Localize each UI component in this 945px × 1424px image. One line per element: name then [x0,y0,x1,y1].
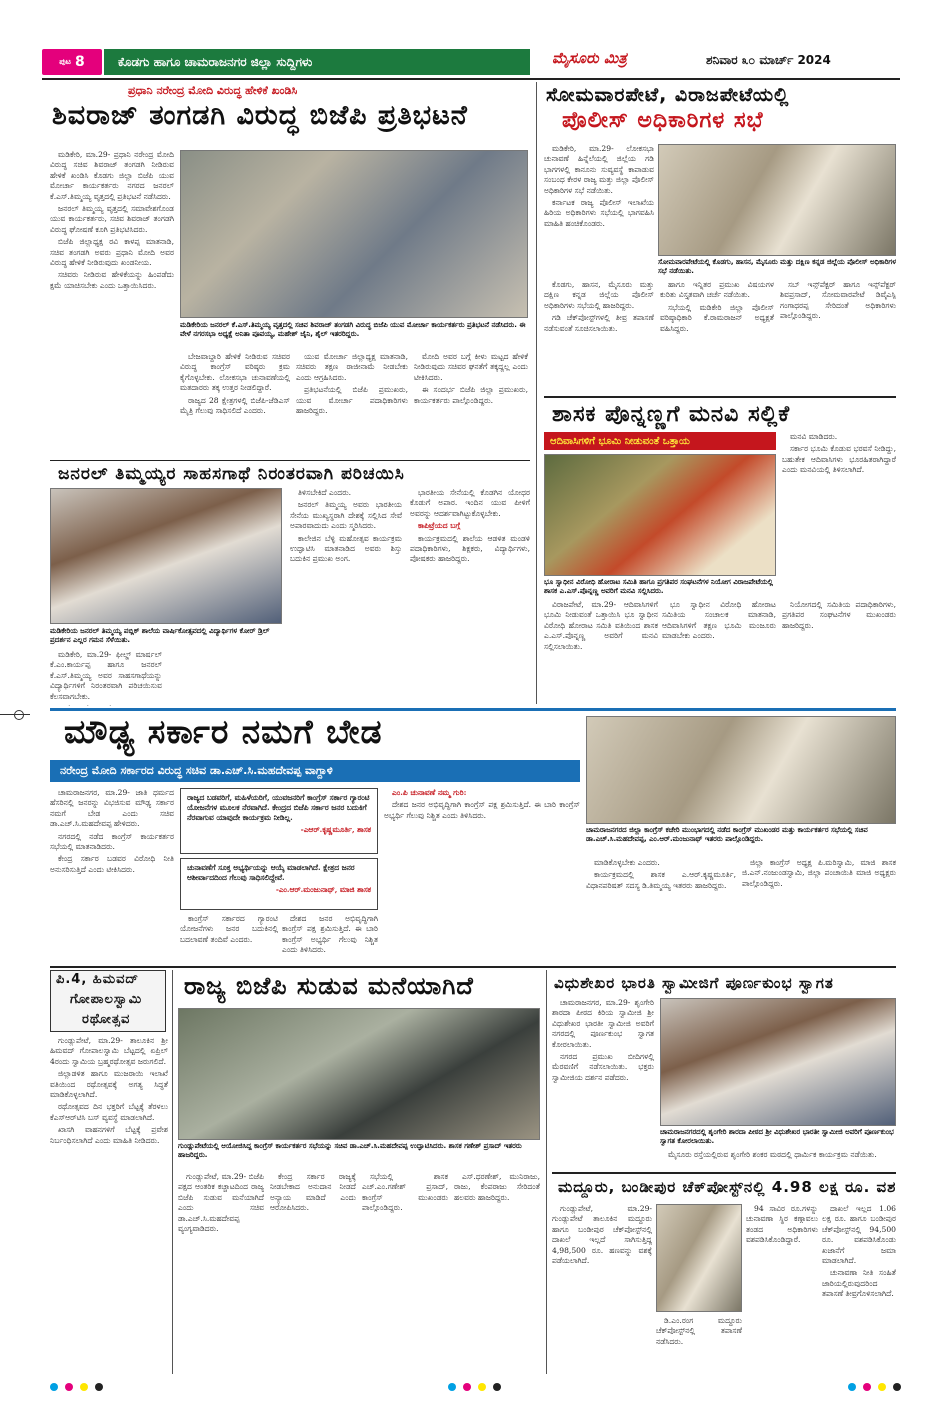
yellow-dot [478,1383,486,1391]
story5-quote-2: ಚುನಾವಣೆಗೆ ಸೂಕ್ತ ಅಭ್ಯರ್ಥಿಯನ್ನು ಆಯ್ಕೆ ಮಾಡಲಾಗಿದೆ. ಕ್ಷೇತ್ರದ ಜನರ ಆಶೀರ್ವಾದದಿಂದ ಗೆಲುವು ಸಾಧಿಸಲಿದ್ದೇವೆ. [187,863,355,882]
story7-col2 [270,1172,356,1372]
story2-col2-p2: ಗಡಿ ಚೆಕ್‌ಪೋಸ್ಟ್‌ಗಳಲ್ಲಿ ತೀವ್ರ ತಪಾಸಣೆ ನಡೆಸುವಂತೆ ಸೂಚಿಸಲಾಯಿತು. [544,313,654,333]
story5-col3b-p1: ದೇಶದ ಜನರ ಅಭಿವೃದ್ಧಿಗಾಗಿ ಕಾಂಗ್ರೆಸ್ ಪಕ್ಷ ಶ್ರಮಿಸುತ್ತಿದೆ. ಈ ಬಾರಿ ಕಾಂಗ್ರೆಸ್ ಅಭ್ಯರ್ಥಿ ಗೆಲುವು ನಿಶ್ಚಿತ ಎಂದು ತಿಳಿಸಿದರು. [384,800,580,820]
story6-col1-p3: ರಥೋತ್ಸವದ ದಿನ ಭಕ್ತರಿಗೆ ಬೆಟ್ಟಕ್ಕೆ ತೆರಳಲು ಕೆಎಸ್‌ಆರ್‌ಟಿಸಿ ಬಸ್ ವ್ಯವಸ್ಥೆ ಮಾಡಲಾಗಿದೆ. [50,1102,168,1122]
story5-col5-p1: ಜಿಲ್ಲಾ ಕಾಂಗ್ರೆಸ್ ಅಧ್ಯಕ್ಷ ಪಿ.ಮರಿಸ್ವಾಮಿ, ಮಾಜಿ ಶಾಸಕ ಜಿ.ಎನ್.ನಂಜುಂಡಸ್ವಾಮಿ, ಜಿಲ್ಲಾ ಪಂಚಾಯಿತಿ ಮಾಜಿ ಅಧ್ಯಕ್ಷರು ಪಾಲ್ಗೊಂಡಿದ್ದರು. [742,858,896,888]
date-line: ಶನಿವಾರ ೩೦ ಮಾರ್ಚ್ 2024 [706,53,831,67]
story3-photo-caption: ಮಡಿಕೇರಿಯ ಜನರಲ್ ತಿಮ್ಮಯ್ಯ ಪಬ್ಲಿಕ್ ಶಾಲೆಯ ವಾರ್ಷಿಕೋತ್ಸವದಲ್ಲಿ ವಿದ್ಯಾರ್ಥಿಗಳ ಕೋರ್ ಡ್ರಿಲ್ ಪ್ರದರ್ಶನ ಎಲ್ಲರ ಗಮನ ಸೆಳೆಯಿತು. [50,627,270,644]
story6-headline-line2: ಗೋಪಾಲಸ್ವಾಮಿ [70,992,143,1007]
story3-col1 [50,650,162,706]
story5-photo-meeting [586,716,896,824]
registration-mark-left [14,710,24,720]
story1-col3-p2: ಪ್ರತಿಭಟನೆಯಲ್ಲಿ ಬಿಜೆಪಿ ಪ್ರಮುಖರು, ಯುವ ಮೋರ್ಚಾ ಪದಾಧಿಕಾರಿಗಳು ಹಾಜರಿದ್ದರು. [296,385,408,416]
story4-col3-p1: ನಿಯೋಗದಲ್ಲಿ ಸಮಿತಿಯ ಪದಾಧಿಕಾರಿಗಳು, ಪ್ರಗತಿಪರ ಸಂಘಟನೆಗಳ ಮುಖಂಡರು ಹಾಜರಿದ್ದರು. [782,600,896,630]
story9-photo-cash [656,1204,742,1312]
story4-side-text [782,432,896,592]
story1-col4-p2: ಈ ಸಂದರ್ಭ ಬಿಜೆಪಿ ಜಿಲ್ಲಾ ಪ್ರಮುಖರು, ಕಾರ್ಯಕರ್ತರು ಪಾಲ್ಗೊಂಡಿದ್ದರು. [414,385,528,405]
story3-photo-drill [50,488,282,624]
story9-rule [552,1172,896,1174]
story6-col1-p4: ಖಾಸಗಿ ವಾಹನಗಳಿಗೆ ಬೆಟ್ಟಕ್ಕೆ ಪ್ರವೇಶ ನಿರ್ಬಂಧಿಸಲಾಗಿದೆ ಎಂದು ಮಾಹಿತಿ ನೀಡಿದರು. [50,1125,168,1145]
story5-headline: ಮೌಢ್ಯ ಸರ್ಕಾರ ನಮಗೆ ಬೇಡ [64,712,383,751]
story5-col2 [180,914,278,960]
story2-photo-meeting [658,144,896,256]
story4-col1 [544,600,658,704]
page-label: ಪುಟ [59,57,71,66]
story7-col4-p1: ಎಸ್.ಧರಣೇಶ್, ಮುನಿರಾಜು, ರಾಜು, ಕೆಂಪರಾಜು ಸೇರಿದಂತೆ ಹಲವರು ಹಾಜರಿದ್ದರು. [454,1172,540,1202]
column-divider-bottom-left [172,970,173,1374]
story5-quote-1-signature: -ಎಆರ್.ಕೃಷ್ಣಮೂರ್ತಿ, ಶಾಸಕ [300,825,371,834]
story2-col3 [660,280,774,390]
story9-col1 [552,1204,652,1372]
story6-rule [50,966,896,968]
story2-col3-p1: ಹಾಗೂ ಇನ್ನಿತರ ಪ್ರಮುಖ ವಿಷಯಗಳ ಕುರಿತು ವಿಸ್ತೃತವಾಗಿ ಚರ್ಚೆ ನಡೆಯಿತು. [660,280,774,300]
story9-col2-p2: ಡಿ.ಎಂ.ರಂಗ ಮದ್ದೂರು ಚೆಕ್‌ಪೋಸ್ಟ್‌ನಲ್ಲಿ ತಪಾಸಣೆ ನಡೆಸಿದರು. [656,1316,742,1346]
story9-col1-p1: ಗುಂಡ್ಲುಪೇಟೆ, ಮಾ.29- ಗುಂಡ್ಲುಪೇಟೆ ತಾಲೂಕಿನ ಮದ್ದೂರು ಹಾಗೂ ಬಂಡೀಪುರ ಚೆಕ್‌ಪೋಸ್ಟ್‌ನಲ್ಲಿ ದಾಖಲೆ ಇಲ್ಲದೆ ಸಾಗಿಸುತ್ತಿದ್ದ 4,98,500 ರೂ. ಹಣವನ್ನು ವಶಕ್ಕೆ ಪಡೆಯಲಾಗಿದೆ. [552,1204,652,1266]
story4-side-p1: ಮನವಿ ಮಾಡಿದರು. [790,432,838,441]
story3-col2-p2: ಜನರಲ್ ತಿಮ್ಮಯ್ಯ ಅವರು ಭಾರತೀಯ ಸೇನೆಯ ಮುಖ್ಯಸ್ಥರಾಗಿ ದೇಶಕ್ಕೆ ಸಲ್ಲಿಸಿದ ಸೇವೆ ಅಪಾರವಾದುದು ಎಂದು ಸ್ಮರಿಸಿದರು. [290,500,402,531]
story5-col4 [586,858,736,960]
story3-rule [50,460,530,461]
story6-col1-p1: ಗುಂಡ್ಲುಪೇಟೆ, ಮಾ.29- ತಾಲೂಕಿನ ಶ್ರೀ ಹಿಮವದ್ ಗೋಪಾಲಸ್ವಾಮಿ ಬೆಟ್ಟದಲ್ಲಿ ಏಪ್ರಿಲ್ 4ರಂದು ಸ್ವಾಮಿಯ ಬ್ರಹ್ಮರಥೋತ್ಸವ ಜರುಗಲಿದೆ. [50,1036,168,1066]
story9-col2 [656,1316,742,1372]
story4-subhead: ಆದಿವಾಸಿಗಳಿಗೆ ಭೂಮಿ ನೀಡುವಂತೆ ಒತ್ತಾಯ [544,432,776,450]
story1-col1-p4: ಸಚಿವರು ನೀಡಿರುವ ಹೇಳಿಕೆಯನ್ನು ಹಿಂಪಡೆದು ಕ್ಷಮೆ ಯಾಚಿಸಬೇಕು ಎಂದು ಒತ್ತಾಯಿಸಿದರು. [50,270,174,290]
story9-col2a [746,1204,818,1372]
story7-col3-p1: ಸಭೆಯಲ್ಲಿ ಶಾಸಕ ಎಚ್.ಎಂ.ಗಣೇಶ್ ಪ್ರಸಾದ್, ಕಾಂಗ್ರೆಸ್ ಮುಖಂಡರು ಪಾಲ್ಗೊಂಡಿದ್ದರು. [362,1172,448,1213]
story7-col3 [362,1172,448,1372]
footer-color-marks-left [50,1376,105,1395]
masthead: ಮೈಸೂರು ಮಿತ್ರ [552,49,627,67]
story8-headline: ವಿಧುಶೇಖರ ಭಾರತಿ ಸ್ವಾಮೀಜಿಗೆ ಪೂರ್ಣಕುಂಭ ಸ್ವಾಗತ [554,974,834,992]
story7-col1 [178,1172,264,1372]
story9-headline: ಮದ್ದೂರು, ಬಂಡೀಪುರ ಚೆಕ್‌ಪೋಸ್ಟ್‌ನಲ್ಲಿ 4.98 ಲಕ್ಷ ರೂ. ವಶ [558,1178,897,1196]
column-divider-top [536,82,537,704]
story5-col1-p3: ಕೇಂದ್ರ ಸರ್ಕಾರ ಬಡವರ ವಿರೋಧಿ ನೀತಿ ಅನುಸರಿಸುತ್ತಿದೆ ಎಂದು ಟೀಕಿಸಿದರು. [50,854,174,874]
story2-col1-p2: ಕರ್ನಾಟಕ ರಾಜ್ಯ ಪೊಲೀಸ್ ಇಲಾಖೆಯ ಹಿರಿಯ ಅಧಿಕಾರಿಗಳು ಸಭೆಯಲ್ಲಿ ಭಾಗವಹಿಸಿ ಮಾಹಿತಿ ಹಂಚಿಕೊಂಡರು. [544,198,654,228]
story1-headline: ಶಿವರಾಜ್ ತಂಗಡಗಿ ವಿರುದ್ಧ ಬಿಜೆಪಿ ಪ್ರತಿಭಟನೆ [52,100,468,131]
story1-col2-p1: ಬೇಜವಾಬ್ದಾರಿ ಹೇಳಿಕೆ ನೀಡಿರುವ ಸಚಿವರ ವಿರುದ್ಧ ಕಾಂಗ್ರೆಸ್ ವರಿಷ್ಠರು ಕ್ರಮ ಕೈಗೊಳ್ಳಬೇಕು. ಲೋಕಸಭಾ ಚುನಾವಣೆಯಲ್ಲಿ ಮತದಾರರು ತಕ್ಕ ಉತ್ತರ ನೀಡಲಿದ್ದಾರೆ. [180,352,290,393]
page-number: 8 [75,54,85,70]
story5-col1-p2: ನಗರದಲ್ಲಿ ನಡೆದ ಕಾಂಗ್ರೆಸ್ ಕಾರ್ಯಕರ್ತರ ಸಭೆಯಲ್ಲಿ ಮಾತನಾಡಿದರು. [50,831,174,852]
story4-photo-caption: ಭೂ ಸ್ವಾಧೀನ ವಿರೋಧಿ ಹೋರಾಟ ಸಮಿತಿ ಹಾಗೂ ಪ್ರಗತಿಪರ ಸಂಘಟನೆಗಳ ನಿಯೋಗ ವಿರಾಜಪೇಟೆಯಲ್ಲಿ ಶಾಸಕ ಎ.ಎಸ್.ಪೊನ್ನಣ್ಣ ಅವರಿಗೆ ಮನವಿ ಸಲ್ಲಿಸಿದರು. [544,578,773,595]
story4-col1-p1: ವಿರಾಜಪೇಟೆ, ಮಾ.29- ಆದಿವಾಸಿಗಳಿಗೆ ಭೂಮಿ ನೀಡುವಂತೆ ಒತ್ತಾಯಿಸಿ ಭೂ ಸ್ವಾಧೀನ ವಿರೋಧಿ ಹೋರಾಟ ಸಮಿತಿ ವತಿಯಿಂದ ಶಾಸಕ ಎ.ಎಸ್.ಪೊನ್ನಣ್ಣ ಅವರಿಗೆ ಮನವಿ ಸಲ್ಲಿಸಲಾಯಿತು. [544,600,658,651]
story3-col1-p2 [50,704,162,706]
story7-col4 [454,1172,540,1372]
story5-quote-box-1 [180,788,378,854]
story2-col1 [544,144,654,274]
story1-col1-p3: ಬಿಜೆಪಿ ಜಿಲ್ಲಾಧ್ಯಕ್ಷ ರವಿ ಕಾಳಪ್ಪ ಮಾತನಾಡಿ, ಸಚಿವ ತಂಗಡಗಿ ಅವರು ಪ್ರಧಾನಿ ಮೋದಿ ಅವರ ವಿರುದ್ಧ ಹೇಳಿಕೆ ನೀಡಿರುವುದು ಖಂಡನೀಯ. [50,237,174,268]
black-dot [493,1383,501,1391]
story1-photo-protest [180,150,528,318]
story1-col3 [296,352,408,456]
story1-col1-p2: ಜನರಲ್ ತಿಮ್ಮಯ್ಯ ವೃತ್ತದಲ್ಲಿ ಸಮಾವೇಶಗೊಂಡ ಯುವ ಕಾರ್ಯಕರ್ತರು, ಸಚಿವ ಶಿವರಾಜ್ ತಂಗಡಗಿ ವಿರುದ್ಧ ಘೋಷಣೆ ಕೂಗಿ ಪ್ರತಿಭಟಿಸಿದರು. [50,204,174,234]
story5-quote-2-signature: -ಎಂ.ಆರ್.ಮಂಜುನಾಥ್, ಮಾಜಿ ಶಾಸಕ [275,885,371,894]
cyan-dot [848,1383,856,1391]
story4-rule [544,396,896,398]
story8-col2-p1: ಮೈಸೂರು ರಸ್ತೆಯಲ್ಲಿರುವ ಶೃಂಗೇರಿ ಶಂಕರ ಮಠದಲ್ಲಿ ಧಾರ್ಮಿಕ ಕಾರ್ಯಕ್ರಮ ನಡೆಯಿತು. [668,1150,877,1159]
story5-col4-p2: ಕಾರ್ಯಕ್ರಮದಲ್ಲಿ ಶಾಸಕ ಎ.ಆರ್.ಕೃಷ್ಣಮೂರ್ತಿ, ವಿಧಾನಪರಿಷತ್ ಸದಸ್ಯ ಡಿ.ತಿಮ್ಮಯ್ಯ ಇತರರು ಹಾಜರಿದ್ದರು. [586,870,736,890]
story3-col3-p1: ಭಾರತೀಯ ಸೇನೆಯಲ್ಲಿ ಕೊಡಗಿನ ಯೋಧರ ಕೊಡುಗೆ ಅಪಾರ. ಇಂದಿನ ಯುವ ಪೀಳಿಗೆ ಅವರನ್ನು ಆದರ್ಶವಾಗಿಟ್ಟುಕೊಳ್ಳಬೇಕು. [410,488,530,518]
story4-side-p2: ಸರ್ಕಾರ ಭೂಮಿ ಕೊಡುವ ಭರವಸೆ ನೀಡಿದ್ದು, ಬಹುತೇಕ ಆದಿವಾಸಿಗಳು ಭೂರಹಿತರಾಗಿದ್ದಾರೆ ಎಂದು ಮನವಿಯಲ್ಲಿ ತಿಳಿಸಲಾಗಿದೆ. [782,444,896,475]
story5-rule [50,708,896,711]
story2-col2-p1: ಕೊಡಗು, ಹಾಸನ, ಮೈಸೂರು ಮತ್ತು ದಕ್ಷಿಣ ಕನ್ನಡ ಜಿಲ್ಲೆಯ ಪೊಲೀಸ್ ಅಧಿಕಾರಿಗಳು ಸಭೆಯಲ್ಲಿ ಹಾಜರಿದ್ದರು. [544,280,654,310]
story2-col1-p1: ಮಡಿಕೇರಿ, ಮಾ.29- ಲೋಕಸಭಾ ಚುನಾವಣೆ ಹಿನ್ನೆಲೆಯಲ್ಲಿ ಜಿಲ್ಲೆಯ ಗಡಿ ಭಾಗಗಳಲ್ಲಿ ಕಾನೂನು ಸುವ್ಯವಸ್ಥೆ ಕಾಪಾಡುವ ಸಂಬಂಧ ಕೇರಳ ರಾಜ್ಯ ಮತ್ತು ಜಿಲ್ಲಾ ಪೊಲೀಸ್ ಅಧಿಕಾರಿಗಳ ಸಭೆ ನಡೆಯಿತು. [544,144,654,195]
story4-col3 [782,600,896,704]
story2-col2 [544,280,654,390]
story2-col4 [780,280,896,390]
story1-col4-p1: ಮೋದಿ ಅವರ ಬಗ್ಗೆ ಕೀಳು ಮಟ್ಟದ ಹೇಳಿಕೆ ನೀಡಿರುವುದು ಸಚಿವರ ಘನತೆಗೆ ತಕ್ಕದ್ದಲ್ಲ ಎಂದು ಟೀಕಿಸಿದರು. [414,352,528,382]
black-dot [893,1383,901,1391]
story1-photo-caption: ಮಡಿಕೇರಿಯ ಜನರಲ್ ಕೆ.ಎಸ್.ತಿಮ್ಮಯ್ಯ ವೃತ್ತದಲ್ಲಿ ಸಚಿವ ಶಿವರಾಜ್ ತಂಗಡಗಿ ವಿರುದ್ಧ ಬಿಜೆಪಿ ಯುವ ಮೋರ್ಚಾ ಕಾರ್ಯಕರ್ತರು ಪ್ರತಿಭಟನೆ ನಡೆಸಿದರು. ಈ ವೇಳೆ ನಗರಸಭಾ ಅಧ್ಯಕ್ಷೆ ಅನಿತಾ ಪೂವಯ್ಯ, ಮಹೇಶ್ ಜೈನಿ, ಶೈಲ್ ಇತರರಿದ್ದರು. [180,321,526,338]
story1-col4 [414,352,528,456]
story3-col3 [410,488,530,706]
story7-col1-p1: ಗುಂಡ್ಲುಪೇಟೆ, ಮಾ.29- ಬಿಜೆಪಿ ಪಕ್ಷದ ಆಂತರಿಕ ಕಚ್ಚಾಟದಿಂದ ರಾಜ್ಯ ಬಿಜೆಪಿ ಸುಡುವ ಮನೆಯಾಗಿದೆ ಎಂದು ಸಚಿವ ಡಾ.ಎಚ್.ಸಿ.ಮಹದೇವಪ್ಪ ವ್ಯಂಗ್ಯವಾಡಿದರು. [178,1172,264,1234]
magenta-dot [65,1383,73,1391]
column-divider-bottom-right [546,970,547,1374]
story5-col1-p1: ಚಾಮರಾಜನಗರ, ಮಾ.29- ಜಾತಿ ಧರ್ಮದ ಹೆಸರಿನಲ್ಲಿ ಜನರನ್ನು ವಿಭಜಿಸುವ ಮೌಢ್ಯ ಸರ್ಕಾರ ನಮಗೆ ಬೇಡ ಎಂದು ಸಚಿವ ಡಾ.ಎಚ್.ಸಿ.ಮಹದೇವಪ್ಪ ಹೇಳಿದರು. [50,788,174,829]
story5-quote-box-2 [180,858,378,910]
yellow-dot [878,1383,886,1391]
story5-col3 [282,914,378,960]
story5-inline-subhead: ಎಂ.ಪಿ ಚುನಾವಣೆ ನಮ್ಮ ಗುರಿ: [392,788,467,797]
story2-photo-caption: ಸೋಮವಾರಪೇಟೆಯಲ್ಲಿ ಕೊಡಗು, ಹಾಸನ, ಮೈಸೂರು ಮತ್ತು ದಕ್ಷಿಣ ಕನ್ನಡ ಜಿಲ್ಲೆಯ ಪೊಲೀಸ್ ಅಧಿಕಾರಿಗಳ ಸಭೆ ನಡೆಯಿತು. [658,258,896,275]
story5-col3-p1: ದೇಶದ ಜನರ ಅಭಿವೃದ್ಧಿಗಾಗಿ ಕಾಂಗ್ರೆಸ್ ಪಕ್ಷ ಶ್ರಮಿಸುತ್ತಿದೆ. ಈ ಬಾರಿ ಕಾಂಗ್ರೆಸ್ ಅಭ್ಯರ್ಥಿ ಗೆಲುವು ನಿಶ್ಚಿತ ಎಂದು ತಿಳಿಸಿದರು. [282,914,378,955]
story5-col2-p1: ಕಾಂಗ್ರೆಸ್ ಸರ್ಕಾರದ ಗ್ಯಾರಂಟಿ ಯೋಜನೆಗಳು ಜನರ ಬದುಕಿನಲ್ಲಿ ಬದಲಾವಣೆ ತಂದಿವೆ ಎಂದರು. [180,914,278,944]
story8-col1-p2: ನಗರದ ಪ್ರಮುಖ ಬೀದಿಗಳಲ್ಲಿ ಮೆರವಣಿಗೆ ನಡೆಸಲಾಯಿತು. ಭಕ್ತರು ಸ್ವಾಮೀಜಿಯ ದರ್ಶನ ಪಡೆದರು. [552,1052,654,1082]
story1-col1-p1: ಮಡಿಕೇರಿ, ಮಾ.29- ಪ್ರಧಾನಿ ನರೇಂದ್ರ ಮೋದಿ ವಿರುದ್ಧ ಸಚಿವ ಶಿವರಾಜ್ ತಂಗಡಗಿ ನೀಡಿರುವ ಹೇಳಿಕೆ ಖಂಡಿಸಿ ಕೊಡಗು ಜಿಲ್ಲಾ ಬಿಜೆಪಿ ಯುವ ಮೋರ್ಚಾ ಕಾರ್ಯಕರ್ತರು ನಗರದ ಜನರಲ್ ಕೆ.ಎಸ್.ತಿಮ್ಮಯ್ಯ ವೃತ್ತದಲ್ಲಿ ಪ್ರತಿಭಟನೆ ನಡೆಸಿದರು. [50,150,174,201]
story7-headline: ರಾಜ್ಯ ಬಿಜೆಪಿ ಸುಡುವ ಮನೆಯಾಗಿದೆ [184,972,474,1000]
section-title: ಕೊಡಗು ಹಾಗೂ ಚಾಮರಾಜನಗರ ಜಿಲ್ಲಾ ಸುದ್ದಿಗಳು [104,49,530,75]
cyan-dot [448,1383,456,1391]
story2-headline-line1: ಸೋಮವಾರಪೇಟೆ, ವಿರಾಜಪೇಟೆಯಲ್ಲಿ [546,84,790,106]
story3-headline: ಜನರಲ್ ತಿಮ್ಮಯ್ಯರ ಸಾಹಸಗಾಥೆ ನಿರಂತರವಾಗಿ ಪರಿಚಯಿಸಿ [58,464,405,484]
story4-col2 [662,600,776,704]
story3-inline-subhead: ಕಾಪಿಟ್ರೆಯದ ಬಗ್ಗೆ [418,521,461,531]
story7-photo-meeting [178,1008,540,1140]
header-rule [42,78,900,80]
story5-quote-1: ರಾಜ್ಯದ ಬಡವರಿಗೆ, ಮಹಿಳೆಯರಿಗೆ, ಯುವಜನರಿಗೆ ಕಾಂಗ್ರೆಸ್ ಸರ್ಕಾರ ಗ್ಯಾರಂಟಿ ಯೋಜನೆಗಳ ಮೂಲಕ ನೆರವಾಗಿದೆ. ಕೇಂದ್ರದ ಬಿಜೆಪಿ ಸರ್ಕಾರ ಜನರ ಬದುಕಿಗೆ ನೆರವಾಗುವ ಯಾವುದೇ ಕಾರ್ಯಕ್ರಮ ನೀಡಿಲ್ಲ. [187,793,370,822]
story3-col1-p1: ಮಡಿಕೇರಿ, ಮಾ.29- ಫೀಲ್ಡ್ ಮಾರ್ಷಲ್ ಕೆ.ಎಂ.ಕಾರ್ಯಪ್ಪ ಹಾಗೂ ಜನರಲ್ ಕೆ.ಎಸ್.ತಿಮ್ಮಯ್ಯ ಅವರ ಸಾಹಸಗಾಥೆಯನ್ನು ವಿದ್ಯಾರ್ಥಿಗಳಿಗೆ ನಿರಂತರವಾಗಿ ಪರಿಚಯಿಸುವ ಕೆಲಸವಾಗಬೇಕು. [50,650,162,701]
story6-col1-p2: ಜಿಲ್ಲಾಡಳಿತ ಹಾಗೂ ಮುಜರಾಯಿ ಇಲಾಖೆ ವತಿಯಿಂದ ರಥೋತ್ಸವಕ್ಕೆ ಅಗತ್ಯ ಸಿದ್ಧತೆ ಮಾಡಿಕೊಳ್ಳಲಾಗಿದೆ. [50,1069,168,1100]
story8-col2 [660,1150,896,1170]
story3-col2-p3: ಕಾಲೇಜಿನ ಬೆಳ್ಳಿ ಮಹೋತ್ಸವ ಕಾರ್ಯಕ್ರಮ ಉದ್ಘಾಟಿಸಿ ಮಾತನಾಡಿದ ಅವರು ಶಿಸ್ತು ಬದುಕಿನ ಪ್ರಮುಖ ಅಂಗ. [290,533,402,564]
story5-ribbon: ನರೇಂದ್ರ ಮೋದಿ ಸರ್ಕಾರದ ವಿರುದ್ಧ ಸಚಿವ ಡಾ.ಎಚ್.ಸಿ.ಮಹದೇವಪ್ಪ ವಾಗ್ದಾಳಿ [50,760,580,782]
story4-photo-petition [544,454,776,576]
story5-col4-p1: ಮಾಡಿಕೊಳ್ಳಬೇಕು ಎಂದರು. [594,858,660,867]
black-dot [95,1383,103,1391]
crop-line-left [0,714,30,715]
story9-col3-p2: ಚುನಾವಣಾ ನೀತಿ ಸಂಹಿತೆ ಜಾರಿಯಲ್ಲಿರುವುದರಿಂದ ತಪಾಸಣೆ ತೀವ್ರಗೊಳಿಸಲಾಗಿದೆ. [822,1268,896,1299]
story3-col2-p1: ತಿಳಿಸಬೇಕಿದೆ ಎಂದರು. [298,488,352,497]
story5-photo-caption: ಚಾಮರಾಜನಗರದ ಜಿಲ್ಲಾ ಕಾಂಗ್ರೆಸ್ ಕಚೇರಿ ಮುಂಭಾಗದಲ್ಲಿ ನಡೆದ ಕಾಂಗ್ರೆಸ್ ಮುಖಂಡರ ಮತ್ತು ಕಾರ್ಯಕರ್ತರ ಸಭೆಯಲ್ಲಿ ಸಚಿವ ಡಾ.ಎಚ್.ಸಿ.ಮಹದೇವಪ್ಪ, ಎಂ.ಆರ್.ಮಂಜುನಾಥ್ ಇತರರು ಪಾಲ್ಗೊಂಡಿದ್ದರು. [586,826,868,843]
story5-col3b [384,788,580,960]
story7-col2-p1: ಕೇಂದ್ರ ಸರ್ಕಾರ ರಾಜ್ಯಕ್ಕೆ ನೀಡಬೇಕಾದ ಅನುದಾನ ನೀಡದೆ ಅನ್ಯಾಯ ಮಾಡಿದೆ ಎಂದು ಆರೋಪಿಸಿದರು. [270,1172,356,1213]
story1-kicker: ಪ್ರಧಾನಿ ನರೇಂದ್ರ ಮೋದಿ ವಿರುದ್ಧ ಹೇಳಿಕೆ ಖಂಡಿಸಿ [128,84,298,97]
cyan-dot [50,1383,58,1391]
story6-col1 [50,1036,168,1372]
story1-col2 [180,352,290,456]
story1-col2-p2: ರಾಜ್ಯದ 28 ಕ್ಷೇತ್ರಗಳಲ್ಲಿ ಬಿಜೆಪಿ-ಜೆಡಿಎಸ್ ಮೈತ್ರಿ ಗೆಲುವು ಸಾಧಿಸಲಿದೆ ಎಂದರು. [180,395,290,416]
story6-headline-line3: ರಥೋತ್ಸವ [82,1012,131,1027]
story3-col3-p2: ಕಾರ್ಯಕ್ರಮದಲ್ಲಿ ಶಾಲೆಯ ಆಡಳಿತ ಮಂಡಳಿ ಪದಾಧಿಕಾರಿಗಳು, ಶಿಕ್ಷಕರು, ವಿದ್ಯಾರ್ಥಿಗಳು, ಪೋಷಕರು ಹಾಜರಿದ್ದರು. [410,533,530,564]
story3-col2 [290,488,402,706]
story1-col3-p1: ಯುವ ಮೋರ್ಚಾ ಜಿಲ್ಲಾಧ್ಯಕ್ಷ ಮಾತನಾಡಿ, ಸಚಿವರು ತಕ್ಷಣ ರಾಜೀನಾಮೆ ನೀಡಬೇಕು ಎಂದು ಆಗ್ರಹಿಸಿದರು. [296,352,408,382]
story8-photo-caption: ಚಾಮರಾಜನಗರದಲ್ಲಿ ಶೃಂಗೇರಿ ಶಾರದಾ ಪೀಠದ ಶ್ರೀ ವಿಧುಶೇಖರ ಭಾರತೀ ಸ್ವಾಮೀಜಿ ಅವರಿಗೆ ಪೂರ್ಣಕುಂಭ ಸ್ವಾಗತ ಕೋರಲಾಯಿತು. [660,1128,894,1145]
story8-photo-procession [660,998,896,1126]
story4-col2-p1: ಭೂ ಸ್ವಾಧೀನ ವಿರೋಧಿ ಹೋರಾಟ ಸಮಿತಿಯ ಸಂಚಾಲಕ ಮಾತನಾಡಿ, ಆದಿವಾಸಿಗಳಿಗೆ ತಕ್ಷಣ ಭೂಮಿ ಮಂಜೂರು ಮಾಡಬೇಕು ಎಂದರು. [662,600,776,641]
page-number-badge [42,49,102,75]
story5-col1 [50,788,174,960]
story9-col3-p1: ದಾಖಲೆ ಇಲ್ಲದ 1.06 ಲಕ್ಷ ರೂ. ಹಾಗೂ ಬಂಡೀಪುರ ಚೆಕ್‌ಪೋಸ್ಟ್‌ನಲ್ಲಿ 94,500 ರೂ. ವಶಪಡಿಸಿಕೊಂಡು ಖಜಾನೆಗೆ ಜಮಾ ಮಾಡಲಾಗಿದೆ. [822,1204,896,1266]
story8-col1-p1: ಚಾಮರಾಜನಗರ, ಮಾ.29- ಶೃಂಗೇರಿ ಶಾರದಾ ಪೀಠದ ಕಿರಿಯ ಸ್ವಾಮೀಜಿ ಶ್ರೀ ವಿಧುಶೇಖರ ಭಾರತೀ ಸ್ವಾಮೀಜಿ ಅವರಿಗೆ ನಗರದಲ್ಲಿ ಪೂರ್ಣಕುಂಭ ಸ್ವಾಗತ ಕೋರಲಾಯಿತು. [552,998,654,1049]
story5-col5 [742,858,896,960]
story9-col3 [822,1204,896,1372]
story6-headline-line1: ಪಿ.4, ಹಿಮವದ್ [56,972,140,987]
story7-photo-caption: ಗುಂಡ್ಲುಪೇಟೆಯಲ್ಲಿ ಆಯೋಜಿಸಿದ್ದ ಕಾಂಗ್ರೆಸ್ ಕಾರ್ಯಕರ್ತರ ಸಭೆಯನ್ನು ಸಚಿವ ಡಾ.ಎಚ್.ಸಿ.ಮಹದೇವಪ್ಪ ಉದ್ಘಾಟಿಸಿದರು. ಶಾಸಕ ಗಣೇಶ್ ಪ್ರಸಾದ್ ಇತರರು ಹಾಜರಿದ್ದರು. [178,1142,522,1159]
story2-col4-p1: ಸಬ್ ಇನ್ಸ್‌ಪೆಕ್ಟರ್ ಹಾಗೂ ಇನ್ಸ್‌ಪೆಕ್ಟರ್ ಶಿವಪ್ರಸಾದ್, ಸೋಮವಾರಪೇಟೆ ಡಿವೈಎಸ್ಪಿ ಗಂಗಾಧರಪ್ಪ ಸೇರಿದಂತೆ ಅಧಿಕಾರಿಗಳು ಪಾಲ್ಗೊಂಡಿದ್ದರು. [780,280,896,321]
story8-col1 [552,998,654,1164]
magenta-dot [863,1383,871,1391]
story4-headline: ಶಾಸಕ ಪೊನ್ನಣ್ಣಗೆ ಮನವಿ ಸಲ್ಲಿಕೆ [552,402,791,427]
magenta-dot [463,1383,471,1391]
yellow-dot [80,1383,88,1391]
story2-col3-p2: ಸಭೆಯಲ್ಲಿ ಮಡಿಕೇರಿ ಜಿಲ್ಲಾ ಪೊಲೀಸ್ ವರಿಷ್ಠಾಧಿಕಾರಿ ಕೆ.ರಾಮರಾಜನ್ ಅಧ್ಯಕ್ಷತೆ ವಹಿಸಿದ್ದರು. [660,302,774,333]
footer-color-marks-center [448,1376,503,1395]
footer-color-marks-right [848,1376,903,1395]
story2-headline-line2: ಪೊಲೀಸ್ ಅಧಿಕಾರಿಗಳ ಸಭೆ [562,108,764,133]
story9-col2-p1: 94 ಸಾವಿರ ರೂ.ಗಳನ್ನು ಚುನಾವಣಾ ಸ್ಥಿರ ಕಣ್ಗಾವಲು ತಂಡದ ಅಧಿಕಾರಿಗಳು ವಶಪಡಿಸಿಕೊಂಡಿದ್ದಾರೆ. [746,1204,818,1245]
